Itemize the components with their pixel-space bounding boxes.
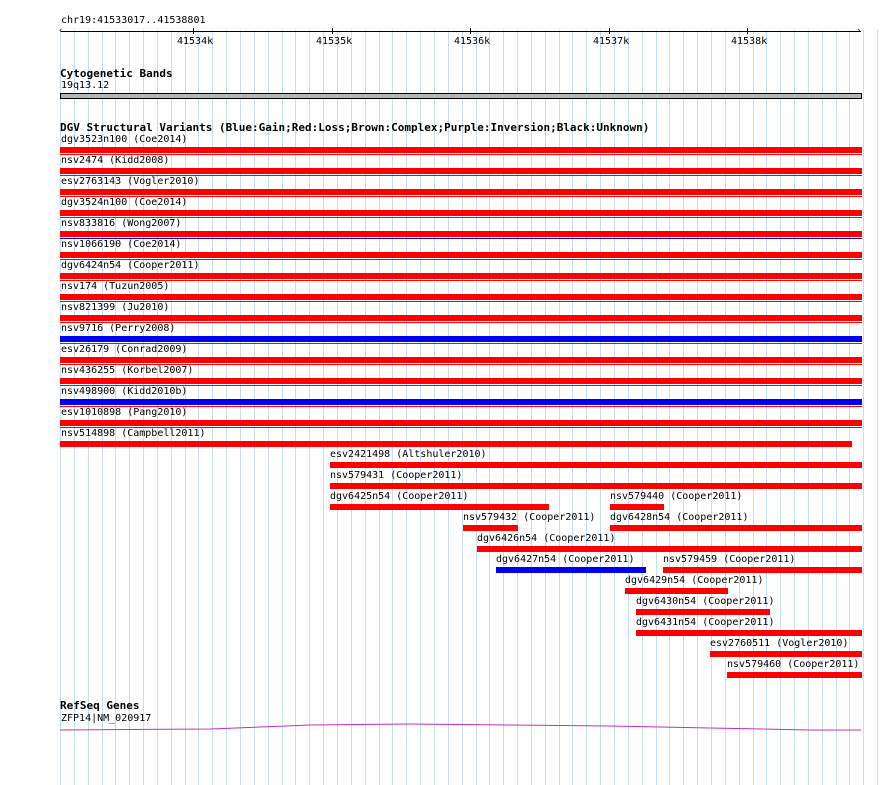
grid-line — [240, 30, 241, 785]
grid-line — [642, 30, 643, 785]
variant-label[interactable]: nsv579460 (Cooper2011) — [727, 659, 860, 670]
variant-label[interactable]: nsv514898 (Campbell2011) — [61, 428, 206, 439]
variant-label[interactable]: dgv6429n54 (Cooper2011) — [625, 575, 764, 586]
dgv-track-title[interactable]: DGV Structural Variants (Blue:Gain;Red:Loss;Brown:Complex;Purple:Inversion;Black:Unknown) — [60, 121, 650, 134]
grid-line — [406, 30, 407, 785]
variant-loss-bar[interactable] — [625, 588, 728, 594]
variant-loss-bar[interactable] — [60, 441, 852, 447]
grid-line — [379, 30, 380, 785]
grid-line — [711, 30, 712, 785]
variant-label[interactable]: nsv579431 (Cooper2011) — [330, 470, 463, 481]
row-separator — [60, 154, 862, 155]
variant-label[interactable]: dgv3523n100 (Coe2014) — [61, 134, 188, 145]
cyto-track-title[interactable]: Cytogenetic Bands — [60, 67, 173, 80]
ruler-right-arrow-icon: › — [856, 26, 862, 36]
grid-line — [517, 30, 518, 785]
grid-line — [254, 30, 255, 785]
grid-line — [365, 30, 366, 785]
row-separator — [60, 322, 862, 323]
ruler-tick — [193, 28, 194, 34]
grid-line — [337, 30, 338, 785]
grid-line — [434, 30, 435, 785]
grid-line — [420, 30, 421, 785]
grid-line — [392, 30, 393, 785]
variant-label[interactable]: dgv6426n54 (Cooper2011) — [477, 533, 616, 544]
grid-line — [683, 30, 684, 785]
variant-label[interactable]: nsv436255 (Korbel2007) — [61, 365, 194, 376]
grid-line — [282, 30, 283, 785]
ruler-tick — [747, 28, 748, 34]
grid-line — [198, 30, 199, 785]
grid-line — [295, 30, 296, 785]
ruler-tick-label: 41534k — [177, 36, 214, 47]
variant-label[interactable]: dgv6424n54 (Cooper2011) — [61, 260, 200, 271]
cyto-band-label: 19q13.12 — [61, 80, 110, 91]
grid-line — [697, 30, 698, 785]
variant-loss-bar[interactable] — [60, 252, 862, 258]
variant-label[interactable]: esv2763143 (Vogler2010) — [61, 176, 200, 187]
variant-label[interactable]: nsv174 (Tuzun2005) — [61, 281, 170, 292]
variant-loss-bar[interactable] — [60, 294, 862, 300]
grid-line — [503, 30, 504, 785]
grid-line — [628, 30, 629, 785]
ruler-tick — [470, 28, 471, 34]
grid-line — [351, 30, 352, 785]
grid-line — [476, 30, 477, 785]
variant-loss-bar[interactable] — [330, 483, 862, 489]
ruler-left-arrow-icon: ‹ — [58, 26, 64, 36]
variant-gain-bar[interactable] — [60, 399, 862, 405]
variant-loss-bar[interactable] — [636, 630, 862, 636]
variant-label[interactable]: nsv579440 (Cooper2011) — [610, 491, 743, 502]
variant-loss-bar[interactable] — [463, 525, 518, 531]
variant-label[interactable]: nsv821399 (Ju2010) — [61, 302, 170, 313]
refseq-gene-feature[interactable] — [0, 718, 890, 738]
variant-loss-bar[interactable] — [60, 273, 862, 279]
grid-line — [309, 30, 310, 785]
variant-loss-bar[interactable] — [60, 378, 862, 384]
variant-label[interactable]: nsv579432 (Cooper2011) — [463, 512, 596, 523]
grid-line — [531, 30, 532, 785]
ruler-tick-label: 41538k — [731, 36, 768, 47]
variant-label[interactable]: esv26179 (Conrad2009) — [61, 344, 188, 355]
variant-label[interactable]: esv1010898 (Pang2010) — [61, 407, 188, 418]
variant-label[interactable]: nsv9716 (Perry2008) — [61, 323, 176, 334]
grid-line — [323, 30, 324, 785]
variant-loss-bar[interactable] — [60, 147, 862, 153]
variant-label[interactable]: dgv6427n54 (Cooper2011) — [496, 554, 635, 565]
grid-line — [226, 30, 227, 785]
grid-line — [212, 30, 213, 785]
grid-line — [586, 30, 587, 785]
grid-line — [268, 30, 269, 785]
grid-line — [545, 30, 546, 785]
variant-label[interactable]: dgv6425n54 (Cooper2011) — [330, 491, 469, 502]
variant-loss-bar[interactable] — [610, 525, 862, 531]
ruler-tick-label: 41535k — [316, 36, 353, 47]
variant-loss-bar[interactable] — [60, 231, 862, 237]
grid-line — [656, 30, 657, 785]
variant-label[interactable]: dgv6428n54 (Cooper2011) — [610, 512, 749, 523]
ruler-tick — [332, 28, 333, 34]
variant-loss-bar[interactable] — [727, 672, 862, 678]
grid-line — [448, 30, 449, 785]
grid-line — [489, 30, 490, 785]
variant-loss-bar[interactable] — [60, 168, 862, 174]
variant-loss-bar[interactable] — [60, 315, 862, 321]
ruler-tick-label: 41536k — [454, 36, 491, 47]
variant-label[interactable]: esv2421498 (Altshuler2010) — [330, 449, 487, 460]
variant-loss-bar[interactable] — [60, 357, 862, 363]
variant-label[interactable]: nsv833816 (Wong2007) — [61, 218, 182, 229]
cyto-band-bar[interactable] — [60, 93, 862, 99]
ruler-tick — [609, 28, 610, 34]
grid-line — [669, 30, 670, 785]
variant-loss-bar[interactable] — [610, 504, 664, 510]
grid-line — [725, 30, 726, 785]
grid-line — [877, 30, 878, 785]
variant-loss-bar[interactable] — [60, 210, 862, 216]
grid-line — [600, 30, 601, 785]
grid-line — [559, 30, 560, 785]
variant-label[interactable]: dgv6431n54 (Cooper2011) — [636, 617, 775, 628]
refseq-track-title[interactable]: RefSeq Genes — [60, 699, 140, 712]
ruler-tick-label: 41537k — [593, 36, 630, 47]
variant-label[interactable]: nsv2474 (Kidd2008) — [61, 155, 170, 166]
grid-line — [462, 30, 463, 785]
variant-loss-bar[interactable] — [60, 420, 862, 426]
variant-loss-bar[interactable] — [710, 651, 862, 657]
variant-loss-bar[interactable] — [330, 462, 862, 468]
row-separator — [60, 301, 862, 302]
variant-label[interactable]: esv2760511 (Vogler2010) — [710, 638, 849, 649]
variant-loss-bar[interactable] — [663, 567, 862, 573]
variant-gain-bar[interactable] — [496, 567, 646, 573]
variant-label[interactable]: dgv6430n54 (Cooper2011) — [636, 596, 775, 607]
ruler-label: chr19:41533017..41538801 — [61, 15, 206, 26]
variant-loss-bar[interactable] — [636, 609, 770, 615]
variant-loss-bar[interactable] — [330, 504, 549, 510]
variant-label[interactable]: nsv498900 (Kidd2010b) — [61, 386, 188, 397]
variant-label[interactable]: nsv579459 (Cooper2011) — [663, 554, 796, 565]
variant-loss-bar[interactable] — [477, 546, 862, 552]
ruler-axis — [61, 31, 861, 32]
grid-line — [572, 30, 573, 785]
variant-gain-bar[interactable] — [60, 336, 862, 342]
row-separator — [60, 280, 862, 281]
variant-loss-bar[interactable] — [60, 189, 862, 195]
grid-line — [614, 30, 615, 785]
refseq-gene-label[interactable]: ZFP14|NM_020917 — [61, 713, 152, 724]
variant-label[interactable]: nsv1066190 (Coe2014) — [61, 239, 182, 250]
variant-label[interactable]: dgv3524n100 (Coe2014) — [61, 197, 188, 208]
grid-line — [863, 30, 864, 785]
